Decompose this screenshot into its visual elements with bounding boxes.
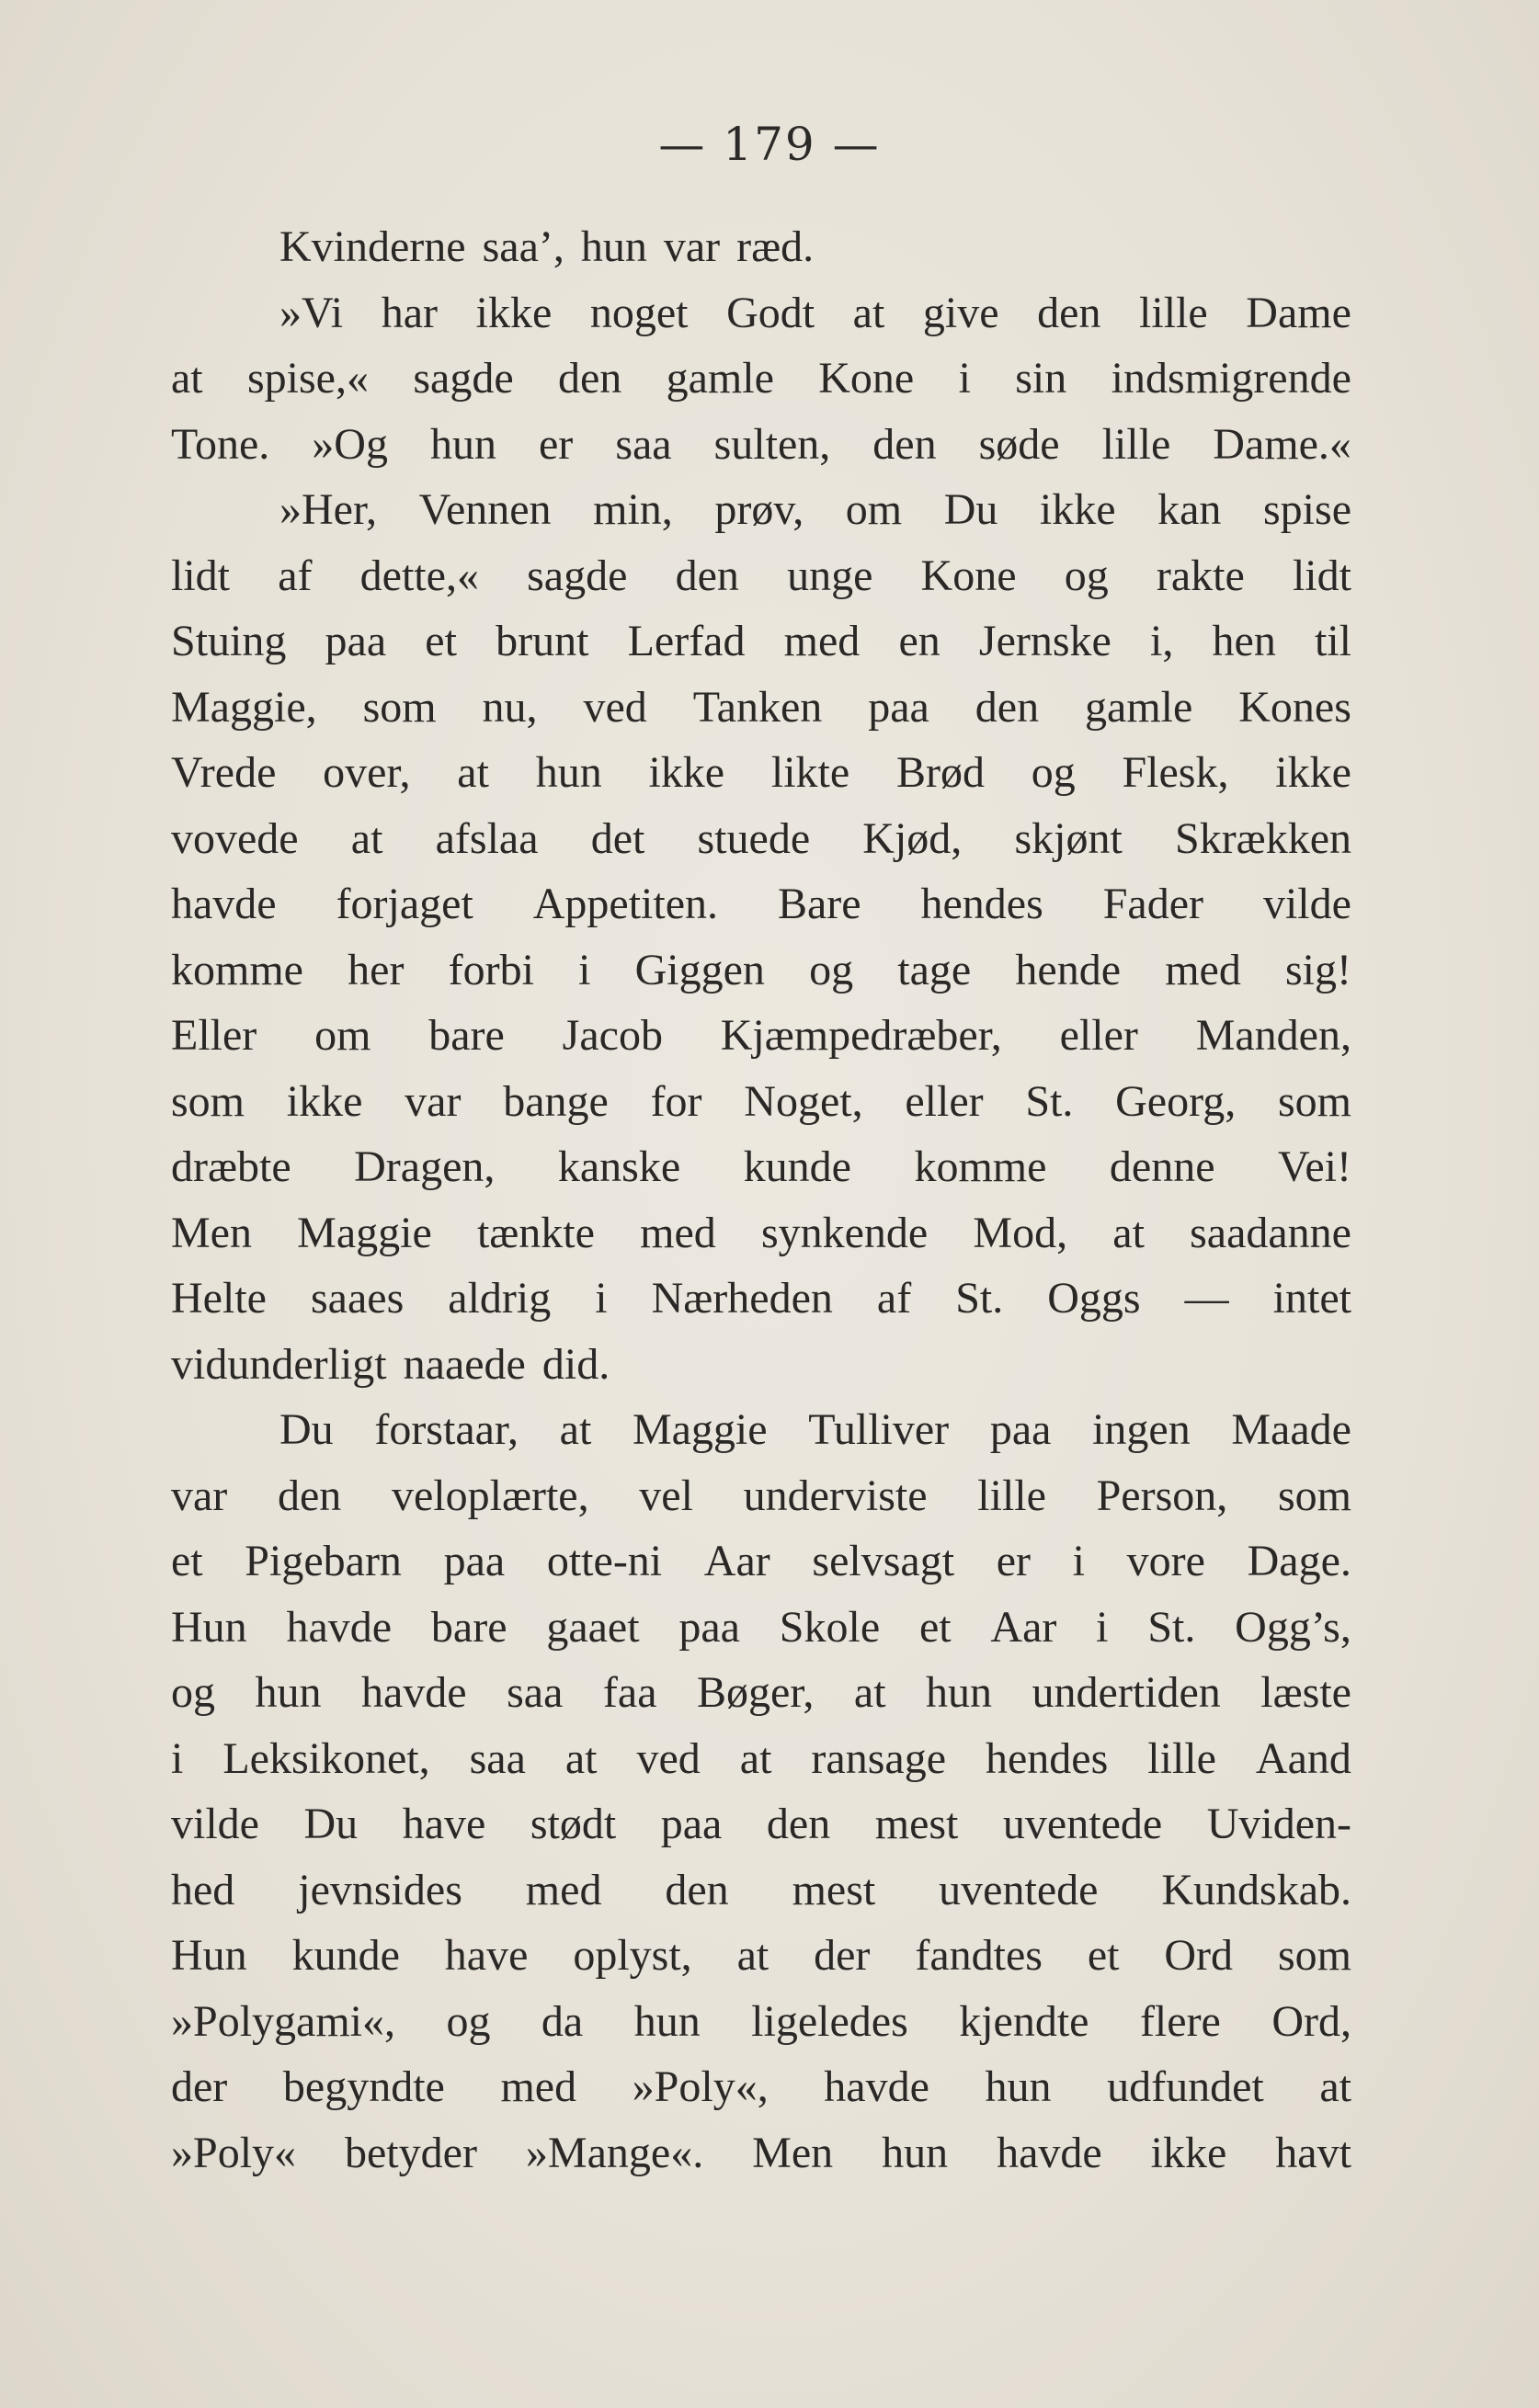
- word: da: [541, 1996, 584, 2046]
- word: hun: [882, 2128, 949, 2177]
- word: kan: [1157, 485, 1222, 534]
- word: Tone.: [171, 419, 270, 469]
- word: did.: [542, 1339, 610, 1389]
- word: Maggie,: [171, 682, 317, 732]
- word: fandtes: [915, 1931, 1043, 1980]
- text-line: [171, 608, 1351, 675]
- word: er: [539, 419, 574, 469]
- word: St.: [955, 1274, 1004, 1323]
- word: lille: [1101, 419, 1171, 469]
- word: saa: [615, 419, 672, 469]
- word: var: [663, 222, 721, 271]
- word: hed: [171, 1865, 235, 1914]
- word: uventede: [1002, 1800, 1163, 1848]
- text-line: [171, 1923, 1351, 1989]
- word: Vrede: [171, 748, 277, 797]
- word: Hun: [171, 1602, 247, 1652]
- word: spise,«: [246, 354, 369, 403]
- word: Kone: [818, 354, 915, 403]
- word: Nærheden: [651, 1274, 833, 1323]
- word: dræbte: [171, 1142, 291, 1191]
- word: Pigebarn: [245, 1537, 402, 1585]
- word: »Og: [312, 419, 388, 469]
- word: Men: [752, 2128, 834, 2177]
- word: komme: [914, 1142, 1047, 1191]
- word: paa: [660, 1800, 723, 1848]
- word: der: [171, 2062, 228, 2111]
- word: indsmigrende: [1111, 354, 1351, 403]
- word: hun: [429, 419, 496, 469]
- word: ikke: [648, 748, 725, 797]
- word: over,: [323, 748, 411, 797]
- word: vel: [639, 1471, 693, 1520]
- word: lille: [977, 1471, 1046, 1520]
- word: Georg,: [1115, 1076, 1237, 1126]
- text-line: [171, 1134, 1351, 1200]
- word: Vei!: [1278, 1142, 1351, 1191]
- word: tænkte: [476, 1208, 595, 1257]
- word: Maade: [1231, 1405, 1351, 1454]
- word: Kvinderne: [279, 222, 466, 271]
- word: havde: [286, 1602, 393, 1652]
- word: for: [650, 1076, 702, 1126]
- word: hun: [985, 2062, 1052, 2111]
- word: Maggie: [297, 1208, 432, 1257]
- word: aldrig: [448, 1274, 552, 1323]
- word: med: [1165, 945, 1241, 994]
- word: at: [564, 1733, 598, 1783]
- word: som: [362, 682, 437, 732]
- word: Aar: [703, 1537, 770, 1585]
- word: spise: [1263, 485, 1351, 534]
- word: »Polygami«,: [171, 1996, 396, 2046]
- word: otte-ni: [546, 1537, 663, 1585]
- word: Uviden-: [1206, 1800, 1351, 1848]
- word: Vennen: [418, 485, 552, 534]
- word: stødt: [530, 1800, 617, 1848]
- word: mest: [792, 1865, 876, 1914]
- text-line: [171, 871, 1351, 937]
- word: hun: [580, 222, 647, 271]
- word: Kone: [920, 551, 1017, 600]
- word: afslaa: [435, 813, 539, 863]
- text-line: [171, 1857, 1351, 1924]
- word: Jernske: [978, 617, 1112, 665]
- word: saa: [507, 1668, 564, 1717]
- word: Godt: [726, 288, 815, 337]
- word: til: [1314, 617, 1351, 665]
- word: noget: [589, 288, 689, 337]
- word: og: [1031, 748, 1076, 797]
- word: havde: [171, 880, 277, 928]
- word: selvsagt: [812, 1537, 955, 1585]
- word: Stuing: [171, 617, 287, 665]
- word: ikke: [475, 288, 553, 337]
- word: Kones: [1238, 682, 1351, 732]
- word: Dragen,: [354, 1142, 496, 1191]
- word: den: [675, 551, 739, 600]
- word: ikke: [286, 1076, 363, 1126]
- word: saadanne: [1190, 1208, 1351, 1257]
- word: en: [898, 617, 940, 665]
- text-line: [171, 1791, 1351, 1857]
- word: var: [405, 1076, 462, 1126]
- word: vore: [1126, 1537, 1205, 1585]
- word: Flesk,: [1122, 748, 1229, 797]
- word: at: [1112, 1208, 1145, 1257]
- word: hendes: [920, 880, 1043, 928]
- word: har: [381, 288, 439, 337]
- word: her: [348, 945, 405, 994]
- word: Leksikonet,: [222, 1733, 430, 1783]
- word: likte: [770, 748, 850, 797]
- word: den: [766, 1800, 831, 1848]
- word: lille: [1139, 288, 1208, 337]
- word: underviste: [743, 1471, 928, 1520]
- word: kunde: [743, 1142, 851, 1191]
- word: dette,«: [359, 551, 479, 600]
- word: hende: [1015, 945, 1122, 994]
- word: prøv,: [714, 485, 804, 534]
- word: give: [922, 288, 999, 337]
- word: bare: [430, 1602, 507, 1652]
- word: sig!: [1285, 945, 1351, 994]
- word: som: [1277, 1076, 1351, 1126]
- word: ræd.: [736, 222, 815, 271]
- word: saaes: [310, 1274, 405, 1323]
- word: havde: [361, 1668, 467, 1717]
- word: den: [975, 682, 1040, 732]
- word: ikke: [1150, 2128, 1227, 2177]
- word: synkende: [760, 1208, 929, 1257]
- word: med: [640, 1208, 716, 1257]
- word: af: [876, 1274, 912, 1323]
- word: sin: [1015, 354, 1067, 403]
- text-line: [171, 1989, 1351, 2055]
- word: eller: [905, 1076, 984, 1126]
- word: sagde: [413, 354, 514, 403]
- word: et: [918, 1602, 952, 1652]
- word: udfundet: [1107, 2062, 1264, 2111]
- word: skjønt: [1014, 813, 1123, 863]
- word: som: [1277, 1471, 1351, 1520]
- word: hun: [926, 1668, 993, 1717]
- word: kjendte: [959, 1996, 1089, 2046]
- word: det: [590, 813, 645, 863]
- word: Ord,: [1271, 1996, 1351, 2046]
- word: lidt: [171, 551, 231, 600]
- word: forstaar,: [374, 1405, 519, 1454]
- word: Eller: [171, 1011, 257, 1060]
- word: søde: [978, 419, 1060, 469]
- word: og: [446, 1996, 491, 2046]
- word: paa: [989, 1405, 1052, 1454]
- text-line: [171, 280, 1351, 346]
- word: i,: [1150, 617, 1174, 665]
- word: Dame: [1246, 288, 1351, 337]
- text-line: [171, 1266, 1351, 1332]
- word: naaede: [403, 1339, 526, 1389]
- word: med: [525, 1865, 602, 1914]
- word: den: [665, 1865, 729, 1914]
- word: Tulliver: [808, 1405, 950, 1454]
- word: have: [444, 1931, 529, 1980]
- word: med: [783, 617, 861, 665]
- word: eller: [1059, 1011, 1138, 1060]
- word: »Her,: [279, 485, 378, 534]
- word: ligeledes: [751, 1996, 908, 2046]
- word: rakte: [1156, 551, 1245, 600]
- word: Kjød,: [862, 813, 963, 863]
- word: at: [559, 1405, 592, 1454]
- word: Mod,: [973, 1208, 1068, 1257]
- word: Lerfad: [627, 617, 746, 665]
- text-line: [171, 1003, 1351, 1069]
- text-line: [171, 1726, 1351, 1792]
- word: paa: [678, 1602, 740, 1652]
- word: paa: [868, 682, 929, 732]
- word: Tanken: [692, 682, 823, 732]
- word: Appetiten.: [532, 880, 719, 928]
- word: at: [739, 1733, 772, 1783]
- word: begyndte: [282, 2062, 445, 2111]
- word: hun: [535, 748, 602, 797]
- word: forjaget: [336, 880, 473, 928]
- word: Oggs: [1047, 1274, 1141, 1323]
- word: Aar: [990, 1602, 1057, 1652]
- word: sulten,: [713, 419, 831, 469]
- word: Helte: [171, 1274, 267, 1323]
- word: i: [958, 354, 971, 403]
- word: sagde: [527, 551, 628, 600]
- word: vilde: [1262, 880, 1351, 928]
- text-line: [171, 2120, 1351, 2187]
- word: at: [1319, 2062, 1351, 2111]
- word: »Vi: [279, 288, 344, 337]
- word: at: [852, 288, 885, 337]
- text-line: [171, 1595, 1351, 1661]
- word: Noget,: [744, 1076, 863, 1126]
- word: lille: [1147, 1733, 1216, 1783]
- word: om: [314, 1011, 371, 1060]
- word: Fader: [1102, 880, 1204, 928]
- word: Kjæmpedræber,: [720, 1011, 1002, 1060]
- word: i: [1096, 1602, 1109, 1652]
- word: hendes: [985, 1733, 1109, 1783]
- word: Manden,: [1195, 1011, 1351, 1060]
- word: et: [425, 617, 457, 665]
- word: bange: [503, 1076, 609, 1126]
- word: hun: [633, 1996, 701, 2046]
- word: i: [1072, 1537, 1085, 1585]
- word: gamle: [666, 354, 774, 403]
- text-line: [171, 740, 1351, 806]
- word: denne: [1109, 1142, 1215, 1191]
- word: den: [1037, 288, 1101, 337]
- word: havde: [824, 2062, 929, 2111]
- word: at: [350, 813, 383, 863]
- word: et: [1087, 1931, 1120, 1980]
- text-line: [171, 1200, 1351, 1266]
- word: havt: [1275, 2128, 1351, 2177]
- text-line: [171, 1660, 1351, 1726]
- word: nu,: [482, 682, 538, 732]
- word: ved: [636, 1733, 701, 1783]
- word: at: [457, 748, 489, 797]
- word: ransage: [811, 1733, 946, 1783]
- word: ingen: [1092, 1405, 1191, 1454]
- word: Bøger,: [697, 1668, 815, 1717]
- word: og: [171, 1668, 215, 1717]
- word: oplyst,: [573, 1931, 692, 1980]
- word: ikke: [1039, 485, 1116, 534]
- word: gamle: [1085, 682, 1193, 732]
- word: som: [1277, 1931, 1351, 1980]
- word: Bare: [777, 880, 861, 928]
- word: der: [814, 1931, 871, 1980]
- word: at: [171, 354, 203, 403]
- text-line: [171, 1397, 1351, 1463]
- word: læste: [1260, 1668, 1351, 1717]
- word: Du: [303, 1800, 359, 1848]
- word: Men: [171, 1208, 252, 1257]
- word: Ogg’s,: [1235, 1602, 1351, 1652]
- word: mest: [874, 1800, 959, 1848]
- word: Maggie: [632, 1405, 768, 1454]
- word: Hun: [171, 1931, 247, 1980]
- word: er: [996, 1537, 1031, 1585]
- word: hun: [255, 1668, 322, 1717]
- word: St.: [1025, 1076, 1074, 1126]
- word: Kundskab.: [1161, 1865, 1351, 1914]
- word: kanske: [557, 1142, 681, 1191]
- word: om: [845, 485, 903, 534]
- word: vovede: [171, 813, 299, 863]
- word: Jacob: [562, 1011, 663, 1060]
- text-line: [171, 2054, 1351, 2120]
- word: ikke: [1275, 748, 1351, 797]
- text-line: [171, 543, 1351, 609]
- word: Du: [279, 1405, 334, 1454]
- word: i: [595, 1274, 608, 1323]
- word: den: [277, 1471, 342, 1520]
- word: komme: [171, 945, 303, 994]
- word: Brød: [895, 748, 985, 797]
- text-line: [171, 214, 1351, 280]
- word: St.: [1147, 1602, 1196, 1652]
- word: saa: [469, 1733, 526, 1783]
- word: jevnsides: [298, 1865, 462, 1914]
- word: Dage.: [1247, 1537, 1351, 1585]
- text-line: [171, 346, 1351, 412]
- word: og: [1064, 551, 1109, 600]
- word: »Poly«: [171, 2128, 297, 2177]
- text-line: [171, 1463, 1351, 1529]
- word: »Mange«.: [525, 2128, 704, 2177]
- word: unge: [787, 551, 873, 600]
- word: stuede: [697, 813, 811, 863]
- text-line: [171, 477, 1351, 543]
- text-line: [171, 1528, 1351, 1595]
- word: Skrækken: [1175, 813, 1351, 863]
- word: at: [736, 1931, 770, 1980]
- word: i: [171, 1733, 184, 1783]
- word: forbi: [448, 945, 534, 994]
- word: et: [171, 1537, 203, 1585]
- word: lidt: [1292, 551, 1351, 600]
- word: at: [853, 1668, 886, 1717]
- word: Dame.«: [1213, 419, 1351, 469]
- word: med: [500, 2062, 577, 2111]
- body-text: [171, 214, 1351, 2186]
- text-line: [171, 1332, 1351, 1398]
- text-line: [171, 1069, 1351, 1135]
- word: ved: [583, 682, 647, 732]
- word: —: [1184, 1274, 1229, 1323]
- word: undertiden: [1032, 1668, 1221, 1717]
- text-line: [171, 675, 1351, 741]
- text-line: [171, 806, 1351, 872]
- word: hen: [1212, 617, 1276, 665]
- word: Skole: [779, 1602, 881, 1652]
- word: tage: [897, 945, 972, 994]
- word: bare: [428, 1011, 505, 1060]
- word: min,: [593, 485, 673, 534]
- word: vidunderligt: [171, 1339, 387, 1389]
- word: brunt: [496, 617, 589, 665]
- page-number: — 179 —: [658, 118, 881, 171]
- word: Giggen: [634, 945, 765, 994]
- word: intet: [1272, 1274, 1351, 1323]
- word: vilde: [171, 1800, 259, 1848]
- word: veloplærte,: [391, 1471, 589, 1520]
- word: Ord: [1164, 1931, 1234, 1980]
- word: paa: [325, 617, 387, 665]
- word: havde: [997, 2128, 1102, 2177]
- text-line: [171, 937, 1351, 1004]
- word: af: [278, 551, 313, 600]
- word: paa: [443, 1537, 506, 1585]
- word: Person,: [1096, 1471, 1228, 1520]
- word: gaaet: [546, 1602, 640, 1652]
- text-line: [171, 412, 1351, 478]
- word: betyder: [345, 2128, 477, 2177]
- word: flere: [1139, 1996, 1221, 2046]
- word: »Poly«,: [632, 2062, 769, 2111]
- word: var: [171, 1471, 228, 1520]
- word: den: [872, 419, 937, 469]
- word: kunde: [291, 1931, 400, 1980]
- word: have: [402, 1800, 486, 1848]
- word: saa’,: [482, 222, 564, 271]
- word: Du: [943, 485, 998, 534]
- word: som: [171, 1076, 245, 1126]
- word: Aand: [1255, 1733, 1351, 1783]
- word: den: [557, 354, 622, 403]
- word: i: [578, 945, 591, 994]
- word: uventede: [939, 1865, 1099, 1914]
- word: og: [809, 945, 854, 994]
- word: faa: [602, 1668, 657, 1717]
